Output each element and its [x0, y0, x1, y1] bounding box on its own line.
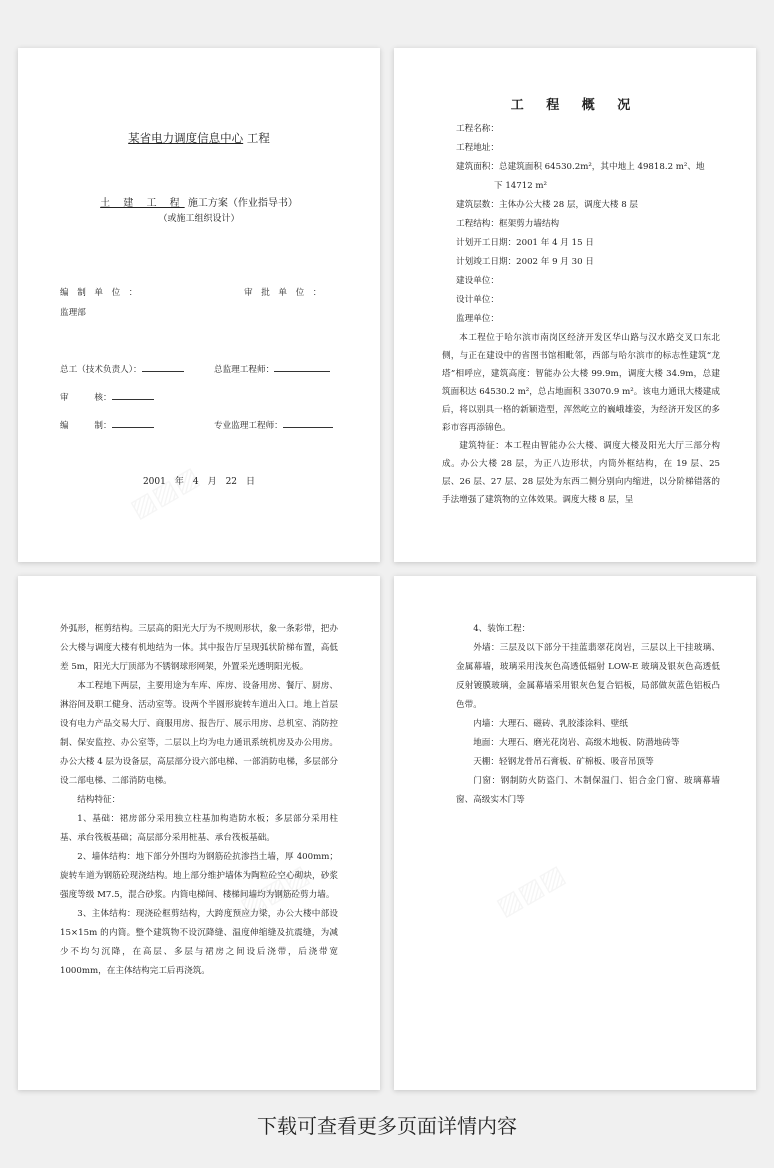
- paragraph: 1、基础：裙房部分采用独立柱基加构造防水板；多层部分采用柱基、承台筏板基础；高层部分采用桩基、承台筏板基础。: [60, 814, 338, 843]
- compile-label: 编 制：: [60, 421, 112, 431]
- project-name: 某省电力调度信息中心: [128, 131, 244, 145]
- plan-subtitle: （或施工组织设计）: [158, 214, 240, 224]
- overview-title: 工 程 概 况: [510, 98, 640, 113]
- specialist-supervisor-label: 专业监理工程师：: [214, 421, 283, 431]
- paragraph: 3、主体结构：现浇砼框剪结构，大跨度预应力梁，办公大楼中部设 15×15m 的内筒。整个建筑物不设沉降缝、温度伸缩缝及抗震缝，为减少不均匀沉降，在高层、多层与裙房之间设后浇带，后浇带宽 1000mm，在主体结构完工后再浇筑。: [60, 909, 338, 976]
- cover-page: [18, 48, 380, 562]
- info-item: 下 14712 m²: [494, 181, 547, 191]
- info-item: 计划竣工日期：2002 年 9 月 30 日: [456, 257, 594, 267]
- decoration-body: [456, 620, 720, 810]
- review-label: 审 核：: [60, 393, 112, 403]
- info-item: 建设单位：: [456, 276, 499, 286]
- info-item: 工程名称：: [456, 124, 499, 134]
- structure-page: [18, 576, 380, 1090]
- paragraph: 外墙：三层及以下部分干挂蓝翡翠花岗岩，三层以上干挂玻璃、金属幕墙，玻璃采用浅灰色高透低辐射 LOW-E 玻璃及银灰色高透低反射镀膜玻璃，金属幕墙采用银灰色复合铝板，局部做灰蓝色铝板凸色带。: [456, 643, 720, 710]
- specialist-supervisor-field: [214, 418, 333, 431]
- signature-line: [283, 418, 333, 428]
- chief-supervisor-label: 总监理工程师：: [214, 365, 275, 375]
- watermark-icon: [125, 462, 204, 525]
- paragraph: 结构特征：: [77, 795, 121, 805]
- signature-line: [112, 390, 154, 400]
- cover-date: 2001 年 4 月 22 日: [142, 477, 256, 487]
- info-item: 监理单位：: [456, 314, 499, 324]
- chief-supervisor-field: [214, 362, 330, 375]
- project-title: [18, 130, 380, 146]
- paragraph: 地面：大理石、磨光花岗岩、高级木地板、防潜地砖等: [473, 738, 680, 748]
- paragraph: 天棚：轻钢龙骨吊石膏板、矿棉板、吸音吊顶等: [473, 757, 654, 767]
- paragraph: 2、墙体结构：地下部分外围均为钢筋砼抗渗挡土墙，厚 400mm；旋转车道为钢筋砼现浇结构。地上部分维护墙体为陶粒砼空心砌块，砂浆强度等级 M7.5，混合砂浆。内筒电梯间、楼梯间墙均为钢筋砼剪力墙。: [60, 852, 338, 900]
- overview-body: [442, 120, 720, 509]
- signature-line: [112, 418, 154, 428]
- info-item: 计划开工日期：2001 年 4 月 15 日: [456, 238, 594, 248]
- paragraph: 本工程地下两层，主要用途为车库、库房、设备用房、餐厅、厨房、淋浴间及职工健身、活动室等。设两个半圆形旋转车道出入口。地上首层设有电力产品交易大厅、商服用房、报告厅、展示用房、总机室、消防控制、保安监控、办公室等，二层以上均为电力通讯系统机房及办公用房。办公大楼 4 层为设备层，高层部分设六部电梯、一部消防电梯，多层部分设二部电梯、二部消防电梯。: [60, 681, 338, 786]
- paragraph: 本工程位于哈尔滨市南岗区经济开发区华山路与汉水路交叉口东北侧，与正在建设中的省图书馆相毗邻，西部与哈尔滨市的标志性建筑“龙塔”相呼应，建筑高度：智能办公大楼 99.9m，调度大楼 34.9m，总建筑面积达 64530.2 m²，总占地面积 33070.9 m²。该电力通讯大楼建成后，将以别具一格的新颖造型，浑然屹立的巍峨雄姿，为经济开发区的多彩市容再添锦色。: [442, 333, 720, 433]
- approve-unit-label: 审 批 单 位 ：: [244, 288, 322, 298]
- chief-engineer-label: 总工（技术负责人）：: [60, 365, 142, 375]
- paragraph: 4、装饰工程：: [473, 624, 531, 634]
- review-field: [60, 390, 154, 403]
- chief-engineer-field: [60, 362, 184, 375]
- paragraph: 内墙：大理石、磁砖、乳胶漆涂料、壁纸: [473, 719, 628, 729]
- overview-page: [394, 48, 756, 562]
- watermark-icon: [491, 860, 570, 923]
- structure-body: [60, 620, 338, 981]
- compile-unit-label: 编 制 单 位 ：: [60, 288, 138, 298]
- info-item: 建筑层数：主体办公大楼 28 层，调度大楼 8 层: [456, 200, 639, 210]
- info-item: 建筑面积：总建筑面积 64530.2m²，其中地上 49818.2 m²、地: [456, 162, 705, 172]
- paragraph: 外弧形，框剪结构。三层高的阳光大厅为不规则形状，象一条彩带，把办公大楼与调度大楼有机地结为一体。其中报告厅呈现弧状阶梯布置，高低差 5m，阳光大厅顶部为不锈钢球形网架，外置采光透明阳光板。: [60, 624, 338, 672]
- plan-title: [18, 194, 380, 209]
- info-item: 工程地址：: [456, 143, 499, 153]
- info-item: 设计单位：: [456, 295, 499, 305]
- paragraph: 建筑特征：本工程由智能办公大楼、调度大楼及阳光大厅三部分构成。办公大楼 28 层，为正八边形状，内筒外框结构，在 19 层、25 层、26 层、27 层、28 层处为东西二侧分别向内缩进，以分阶梯错落的手法增强了建筑物的立体效果。调度大楼 8 层，呈: [442, 441, 720, 505]
- download-more-text[interactable]: 下载可查看更多页面详情内容: [257, 1114, 517, 1138]
- plan-name: 施工方案（作业指导书）: [187, 198, 298, 209]
- decoration-page: [394, 576, 756, 1090]
- info-item: 工程结构：框架剪力墙结构: [456, 219, 560, 229]
- signature-line: [274, 362, 330, 372]
- signature-line: [142, 362, 184, 372]
- plan-type: 土 建 工 程: [100, 198, 185, 209]
- paragraph: 门窗：钢制防火防盗门、木制保温门、铝合金门窗、玻璃幕墙窗、高级实木门等: [456, 776, 720, 805]
- compile-field: [60, 418, 154, 431]
- supervision-unit: 监理部: [60, 308, 86, 318]
- project-suffix: 工程: [246, 131, 270, 145]
